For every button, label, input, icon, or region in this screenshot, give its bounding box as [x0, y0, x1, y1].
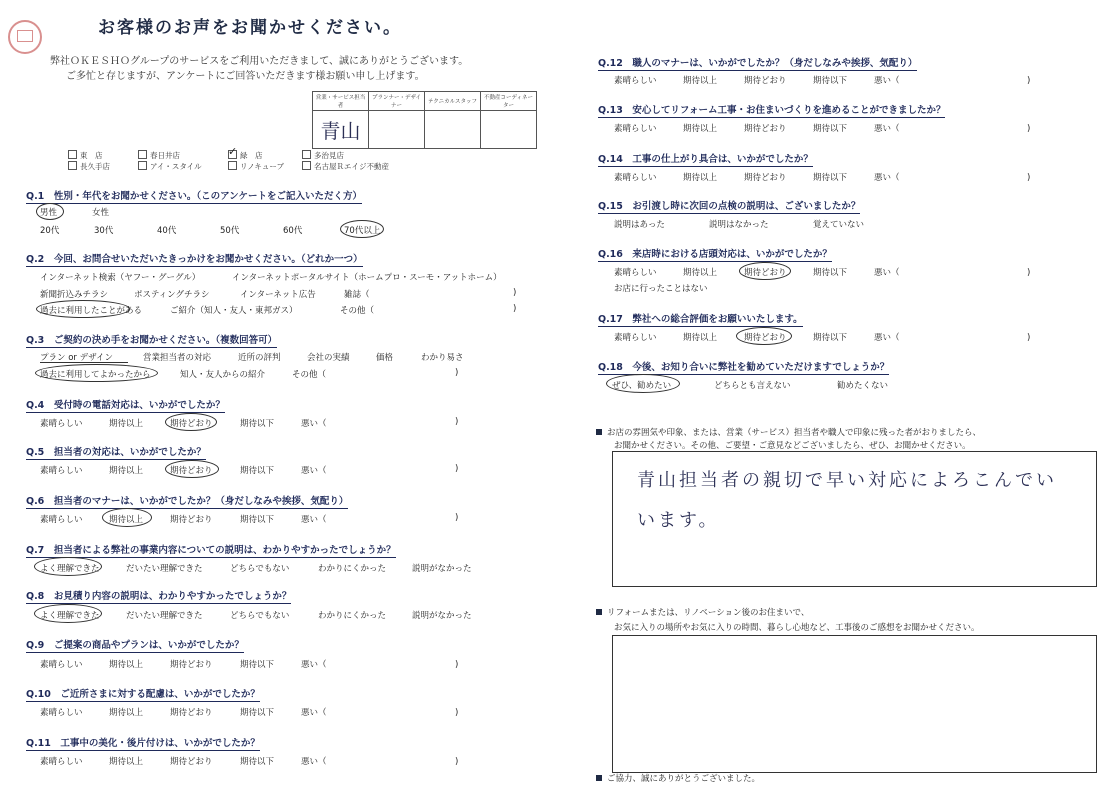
q8-option-neutral[interactable]: どちらでもない — [230, 611, 290, 621]
comment-prompt-1-line-2: お聞かせください。その他、ご要望・ご意見などございましたら、ぜひ、お聞かせください。 — [614, 441, 971, 451]
option-portal-site[interactable]: インターネットポータルサイト（ホームプロ・スーモ・アットホーム） — [232, 273, 502, 283]
q4-option-as-expected[interactable]: 期待どおり — [170, 419, 213, 429]
staff-header-realestate: 不動産コーディネーター — [481, 92, 537, 111]
selection-circle — [35, 364, 158, 382]
q11-option-as-expected[interactable]: 期待どおり — [170, 757, 213, 767]
paren-close: ) — [1027, 173, 1031, 183]
paren-close: ) — [1027, 76, 1031, 86]
comment-box-1[interactable] — [612, 451, 1097, 587]
comment-box-2[interactable] — [612, 635, 1097, 773]
option-newspaper-flyer[interactable]: 新聞折込みチラシ — [40, 290, 109, 300]
q14-option-below[interactable]: 期待以下 — [813, 173, 848, 183]
intro-line-1: 弊社ＯＫＥＳＨＯグループのサービスをご利用いただきまして、誠にありがとうございます。 — [50, 56, 469, 67]
q18-option-neutral[interactable]: どちらとも言えない — [714, 381, 791, 391]
question-16: Q.16 来店時における店頭対応は、いかがでしたか？ — [598, 246, 832, 262]
q15-option-not-explained[interactable]: 説明はなかった — [709, 220, 769, 230]
paren-close: ) — [455, 708, 459, 718]
q5-option-below[interactable]: 期待以下 — [240, 466, 275, 476]
question-8: Q.8 お見積り内容の説明は、わかりやすかったでしょうか？ — [26, 588, 291, 604]
option-age-40s[interactable]: 40代 — [157, 226, 177, 236]
option-female[interactable]: 女性 — [92, 208, 110, 218]
question-9: Q.9 ご提案の商品やプランは、いかがでしたか？ — [26, 637, 244, 653]
intro-line-2: ご多忙と存じますが、アンケートにご回答いただきます様お願い申し上げます。 — [66, 71, 425, 82]
q5-option-as-expected[interactable]: 期待どおり — [170, 466, 213, 476]
paren-close: ) — [455, 417, 459, 427]
question-18: Q.18 今後、お知り合いに弊社を勧めていただけますでしょうか？ — [598, 359, 889, 375]
option-referral[interactable]: ご紹介（知人・友人・東邦ガス） — [170, 306, 298, 316]
question-2: Q.2 今回、お問合せいただいたきっかけをお聞かせください。（どれか一つ） — [26, 251, 363, 267]
q12-option-below[interactable]: 期待以下 — [813, 76, 848, 86]
q9-option-excellent[interactable]: 素晴らしい — [40, 660, 83, 670]
q10-option-excellent[interactable]: 素晴らしい — [40, 708, 83, 718]
staff-cell-technical[interactable] — [425, 111, 481, 149]
paren-close: ) — [455, 513, 459, 523]
checkbox — [68, 150, 77, 159]
q5-option-above[interactable]: 期待以上 — [109, 466, 144, 476]
question-14: Q.14 工事の仕上がり具合は、いかがでしたか？ — [598, 151, 813, 167]
option-posting-flyer[interactable]: ポスティングチラシ — [134, 290, 210, 300]
q8-option-mostly[interactable]: だいたい理解できた — [126, 611, 203, 621]
page-title: お客様のお声をお聞かせください。 — [98, 18, 402, 38]
q18-option-recommend[interactable]: ぜひ、勧めたい — [612, 381, 672, 391]
store-midori[interactable]: ✓ 緑 店 — [228, 145, 263, 160]
q7-option-unclear[interactable]: わかりにくかった — [318, 564, 387, 574]
paren-close: ) — [1027, 333, 1031, 343]
q10-option-above[interactable]: 期待以上 — [109, 708, 144, 718]
q13-option-bad[interactable]: 悪い（ — [874, 124, 900, 134]
q13-option-as-expected[interactable]: 期待どおり — [744, 124, 787, 134]
square-bullet-icon — [596, 429, 602, 435]
q6-option-below[interactable]: 期待以下 — [240, 515, 275, 525]
q18-option-not-recommend[interactable]: 勧めたくない — [837, 381, 889, 391]
comment-prompt-2-line-2: お気に入りの場所やお気に入りの時間、暮らし心地など、工事後のご感想をお聞かせください。 — [614, 623, 980, 633]
q4-option-above[interactable]: 期待以上 — [109, 419, 144, 429]
option-age-50s[interactable]: 50代 — [220, 226, 240, 236]
handwritten-comment-line-1: 青山担当者の親切で早い対応によろこんでい — [637, 470, 1057, 491]
q4-option-excellent[interactable]: 素晴らしい — [40, 419, 83, 429]
q7-option-none[interactable]: 説明がなかった — [412, 564, 472, 574]
staff-cell-realestate[interactable] — [481, 111, 537, 149]
option-internet-ad[interactable]: インターネット広告 — [240, 290, 316, 300]
selection-circle — [606, 374, 680, 393]
selection-circle — [102, 508, 152, 527]
staff-header-technical: テクニカルスタッフ — [425, 92, 481, 111]
selection-circle — [165, 413, 217, 431]
store-nagakute[interactable]: 長久手店 — [68, 161, 110, 172]
seal-stamp — [8, 20, 42, 54]
q11-option-above[interactable]: 期待以上 — [109, 757, 144, 767]
q11-option-excellent[interactable]: 素晴らしい — [40, 757, 83, 767]
q14-option-excellent[interactable]: 素晴らしい — [614, 173, 657, 183]
q4-option-below[interactable]: 期待以下 — [240, 419, 275, 429]
option-friend-referral[interactable]: 知人・友人からの紹介 — [180, 370, 266, 380]
q15-option-explained[interactable]: 説明はあった — [614, 220, 665, 230]
staff-table — [312, 91, 537, 149]
question-13: Q.13 安心してリフォーム工事・お住まいづくりを進めることができましたか？ — [598, 102, 945, 118]
question-17: Q.17 弊社への総合評価をお願いいたします。 — [598, 311, 803, 327]
q13-option-above[interactable]: 期待以上 — [683, 124, 718, 134]
option-age-60s[interactable]: 60代 — [283, 226, 303, 236]
selection-circle — [165, 460, 219, 478]
q6-option-excellent[interactable]: 素晴らしい — [40, 515, 83, 525]
staff-header-sales: 営業・サービス担当者 — [313, 92, 369, 111]
selection-circle — [340, 220, 384, 238]
q16-option-above[interactable]: 期待以上 — [683, 268, 718, 278]
staff-cell-sales[interactable] — [313, 111, 369, 149]
q5-option-excellent[interactable]: 素晴らしい — [40, 466, 83, 476]
store-istyle[interactable]: アイ・スタイル — [138, 161, 202, 172]
paren-close: ) — [1027, 124, 1031, 134]
checkbox — [302, 161, 311, 170]
store-tajimi[interactable]: 多治見店 — [302, 150, 344, 161]
checkbox — [138, 150, 147, 159]
square-bullet-icon — [596, 609, 602, 615]
question-5: Q.5 担当者の対応は、いかがでしたか？ — [26, 444, 206, 460]
selection-circle — [36, 300, 130, 318]
q12-option-as-expected[interactable]: 期待どおり — [744, 76, 787, 86]
checkbox — [228, 161, 237, 170]
option-age-30s[interactable]: 30代 — [94, 226, 114, 236]
option-male[interactable]: 男性 — [40, 208, 58, 218]
q9-option-below[interactable]: 期待以下 — [240, 660, 275, 670]
q10-option-below[interactable]: 期待以下 — [240, 708, 275, 718]
question-11: Q.11 工事中の美化・後片付けは、いかがでしたか？ — [26, 735, 260, 751]
q17-option-below[interactable]: 期待以下 — [813, 333, 848, 343]
q11-option-bad[interactable]: 悪い（ — [301, 757, 327, 767]
question-1: Q.1 性別・年代をお聞かせください。（このアンケートをご記入いただく方） — [26, 188, 362, 204]
option-plan-design[interactable]: プラン or デザイン — [40, 353, 114, 363]
q4-option-bad[interactable]: 悪い（ — [301, 419, 327, 429]
q17-option-bad[interactable]: 悪い（ — [874, 333, 900, 343]
q16-option-excellent[interactable]: 素晴らしい — [614, 268, 657, 278]
q8-option-understood[interactable]: よく理解できた — [40, 611, 100, 621]
paren-close: ) — [513, 304, 517, 314]
option-track-record[interactable]: 会社の実績 — [307, 353, 350, 363]
checkbox — [68, 161, 77, 170]
q6-option-above[interactable]: 期待以上 — [109, 515, 144, 525]
question-15: Q.15 お引渡し時に次回の点検の説明は、ございましたか？ — [598, 198, 860, 214]
option-internet-search[interactable]: インターネット検索（ヤフー・グーグル） — [40, 273, 201, 283]
q7-option-understood[interactable]: よく理解できた — [40, 564, 100, 574]
store-renocube[interactable]: リノキューブ — [228, 161, 284, 172]
thanks-note: ご協力、誠にありがとうございました。 — [596, 772, 760, 784]
q12-option-bad[interactable]: 悪い（ — [874, 76, 900, 86]
paren-close: ) — [455, 660, 459, 670]
option-clarity[interactable]: わかり易さ — [421, 353, 464, 363]
q12-option-above[interactable]: 期待以上 — [683, 76, 718, 86]
option-price[interactable]: 価格 — [376, 353, 394, 363]
question-7: Q.7 担当者による弊社の事業内容についての説明は、わかりやすかったでしょうか？ — [26, 542, 396, 558]
q9-option-as-expected[interactable]: 期待どおり — [170, 660, 213, 670]
handwritten-comment-line-2: います。 — [637, 510, 720, 531]
selection-circle — [736, 327, 792, 345]
comment-prompt-1-line-1: お店の雰囲気や印象、または、営業（サービス）担当者や職人で印象に残った者がおりましたら、 — [596, 426, 981, 438]
option-other[interactable]: その他（ — [340, 306, 375, 316]
checkbox — [302, 150, 311, 159]
q12-option-excellent[interactable]: 素晴らしい — [614, 76, 657, 86]
q15-option-dont-remember[interactable]: 覚えていない — [813, 220, 865, 230]
option-used-before[interactable]: 過去に利用したことがある — [40, 306, 143, 316]
paren-close: ) — [1027, 268, 1031, 278]
store-east[interactable]: 東 店 — [68, 150, 103, 161]
staff-handwritten-name: 青山 — [320, 119, 361, 143]
checkbox — [138, 161, 147, 170]
underline-mark — [40, 362, 128, 363]
paren-close: ) — [455, 757, 459, 767]
question-6: Q.6 担当者のマナーは、いかがでしたか？（身だしなみや挨拶、気配り） — [26, 493, 348, 509]
paren-close: ) — [455, 368, 459, 378]
option-other[interactable]: その他（ — [292, 370, 327, 380]
q13-option-below[interactable]: 期待以下 — [813, 124, 848, 134]
q9-option-above[interactable]: 期待以上 — [109, 660, 144, 670]
option-sales-response[interactable]: 営業担当者の対応 — [143, 353, 212, 363]
q6-option-bad[interactable]: 悪い（ — [301, 515, 327, 525]
q17-option-above[interactable]: 期待以上 — [683, 333, 718, 343]
staff-header-planner: プランナー・デザイナー — [369, 92, 425, 111]
question-4: Q.4 受付時の電話対応は、いかがでしたか？ — [26, 397, 225, 413]
q10-option-as-expected[interactable]: 期待どおり — [170, 708, 213, 718]
staff-cell-planner[interactable] — [369, 111, 425, 149]
store-kasugai[interactable]: 春日井店 — [138, 150, 180, 161]
q9-option-bad[interactable]: 悪い（ — [301, 660, 327, 670]
store-nagoya-rage[interactable]: 名古屋Ｒエイジ不動産 — [302, 161, 389, 172]
checkbox-checked: ✓ — [228, 145, 238, 158]
question-3: Q.3 ご契約の決め手をお聞かせください。（複数回答可） — [26, 332, 277, 348]
option-reputation[interactable]: 近所の評判 — [238, 353, 281, 363]
selection-circle — [34, 557, 102, 576]
q7-option-neutral[interactable]: どちらでもない — [230, 564, 290, 574]
q5-option-bad[interactable]: 悪い（ — [301, 466, 327, 476]
q10-option-bad[interactable]: 悪い（ — [301, 708, 327, 718]
option-age-70plus[interactable]: 70代以上 — [344, 226, 381, 236]
square-bullet-icon — [596, 775, 602, 781]
comment-prompt-2-line-1: リフォームまたは、リノベーション後のお住まいで、 — [596, 606, 809, 618]
q7-option-mostly[interactable]: だいたい理解できた — [126, 564, 203, 574]
option-age-20s[interactable]: 20代 — [40, 226, 60, 236]
q8-option-unclear[interactable]: わかりにくかった — [318, 611, 387, 621]
question-10: Q.10 ご近所さまに対する配慮は、いかがでしたか？ — [26, 686, 260, 702]
paren-close: ) — [513, 288, 517, 298]
paren-close: ) — [455, 464, 459, 474]
q11-option-below[interactable]: 期待以下 — [240, 757, 275, 767]
q17-option-as-expected[interactable]: 期待どおり — [744, 333, 787, 343]
q17-option-excellent[interactable]: 素晴らしい — [614, 333, 657, 343]
selection-circle — [34, 604, 102, 623]
q14-option-above[interactable]: 期待以上 — [683, 173, 718, 183]
q16-option-bad[interactable]: 悪い（ — [874, 268, 900, 278]
q6-option-as-expected[interactable]: 期待どおり — [170, 515, 213, 525]
question-12: Q.12 職人のマナーは、いかがでしたか？（身だしなみや挨拶、気配り） — [598, 55, 917, 71]
option-magazine[interactable]: 雑誌（ — [344, 290, 370, 300]
q8-option-none[interactable]: 説明がなかった — [412, 611, 472, 621]
q16-option-as-expected[interactable]: 期待どおり — [744, 268, 787, 278]
selection-circle — [36, 203, 64, 220]
q14-option-bad[interactable]: 悪い（ — [874, 173, 900, 183]
q16-option-below[interactable]: 期待以下 — [813, 268, 848, 278]
selection-circle — [739, 262, 791, 280]
q16-option-never-visited[interactable]: お店に行ったことはない — [614, 284, 708, 294]
q13-option-excellent[interactable]: 素晴らしい — [614, 124, 657, 134]
q14-option-as-expected[interactable]: 期待どおり — [744, 173, 787, 183]
option-good-past-use[interactable]: 過去に利用してよかったから — [40, 370, 151, 380]
